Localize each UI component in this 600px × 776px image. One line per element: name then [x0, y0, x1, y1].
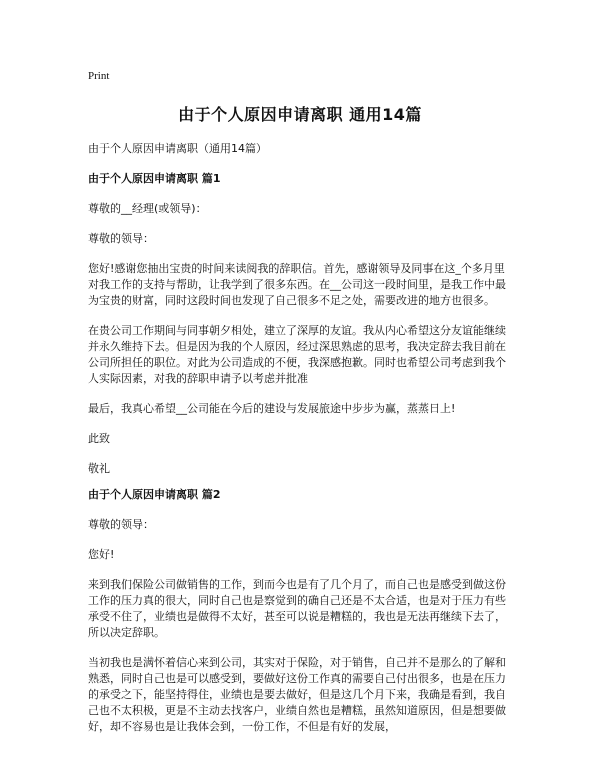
section-heading: 由于个人原因申请离职 篇1: [88, 172, 221, 185]
body-paragraph: 最后，我真心希望__公司能在今后的建设与发展旅途中步步为赢，蒸蒸日上!: [88, 402, 456, 415]
greeting: 您好!: [88, 548, 115, 561]
salutation: 尊敬的领导：: [88, 518, 154, 531]
body-paragraph: 当初我也是满怀着信心来到公司，其实对于保险，对于销售，自己并不是那么的了解和熟悉，同时自己也是可以感受到，要做好这份工作真的需要自己付出很多，也是在压力的承受之下，能坚持得住，业绩也是要去做好，但是这几个月下来，我确是看到，我自己也不太积极，更是不主动去找客户，业绩自然也是糟糕，虽然知道原因，但是想要做好，却不容易也是让我体会到，一份工作，不但是有好的发展，: [88, 656, 506, 733]
section-2: [88, 487, 512, 735]
salutation: 尊敬的领导：: [88, 232, 154, 245]
section-1: [88, 171, 512, 477]
salutation: 尊敬的__经理(或领导)：: [88, 202, 207, 215]
closing-line: 此致: [88, 432, 110, 445]
document-subtitle: 由于个人原因申请离职（通用14篇）: [88, 142, 267, 155]
body-paragraph: 在贵公司工作期间与同事朝夕相处，建立了深厚的友谊。我从内心希望这分友谊能继续并永久维持下去。但是因为我的个人原因，经过深思熟虑的思考，我决定辞去我目前在公司所担任的职位。对此为公司造成的不便，我深感抱歉。同时也希望公司考虑到我个人实际因素，对我的辞职申请予以考虑并批准: [88, 324, 506, 385]
print-link[interactable]: Print: [88, 70, 110, 82]
section-heading: 由于个人原因申请离职 篇2: [88, 488, 221, 501]
document-title: 由于个人原因申请离职 通用14篇: [178, 105, 422, 124]
closing-line: 敬礼: [88, 462, 110, 475]
body-paragraph: 您好!感谢您抽出宝贵的时间来读阅我的辞职信。首先，感谢领导及同事在这_个多月里对我工作的支持与帮助，让我学到了很多东西。在__公司这一段时间里，是我工作中最为宝贵的财富，同时这段时间也发现了自己很多不足之处，需要改进的地方也很多。: [88, 262, 506, 307]
body-paragraph: 来到我们保险公司做销售的工作，到而今也是有了几个月了，而自己也是感受到做这份工作的压力真的很大，同时自己也是察觉到的确自己还是不太合适，也是对于压力有些承受不住了，业绩也是做得不太好，甚至可以说是糟糕的，我也是无法再继续下去了，所以决定辞职。: [88, 578, 506, 639]
